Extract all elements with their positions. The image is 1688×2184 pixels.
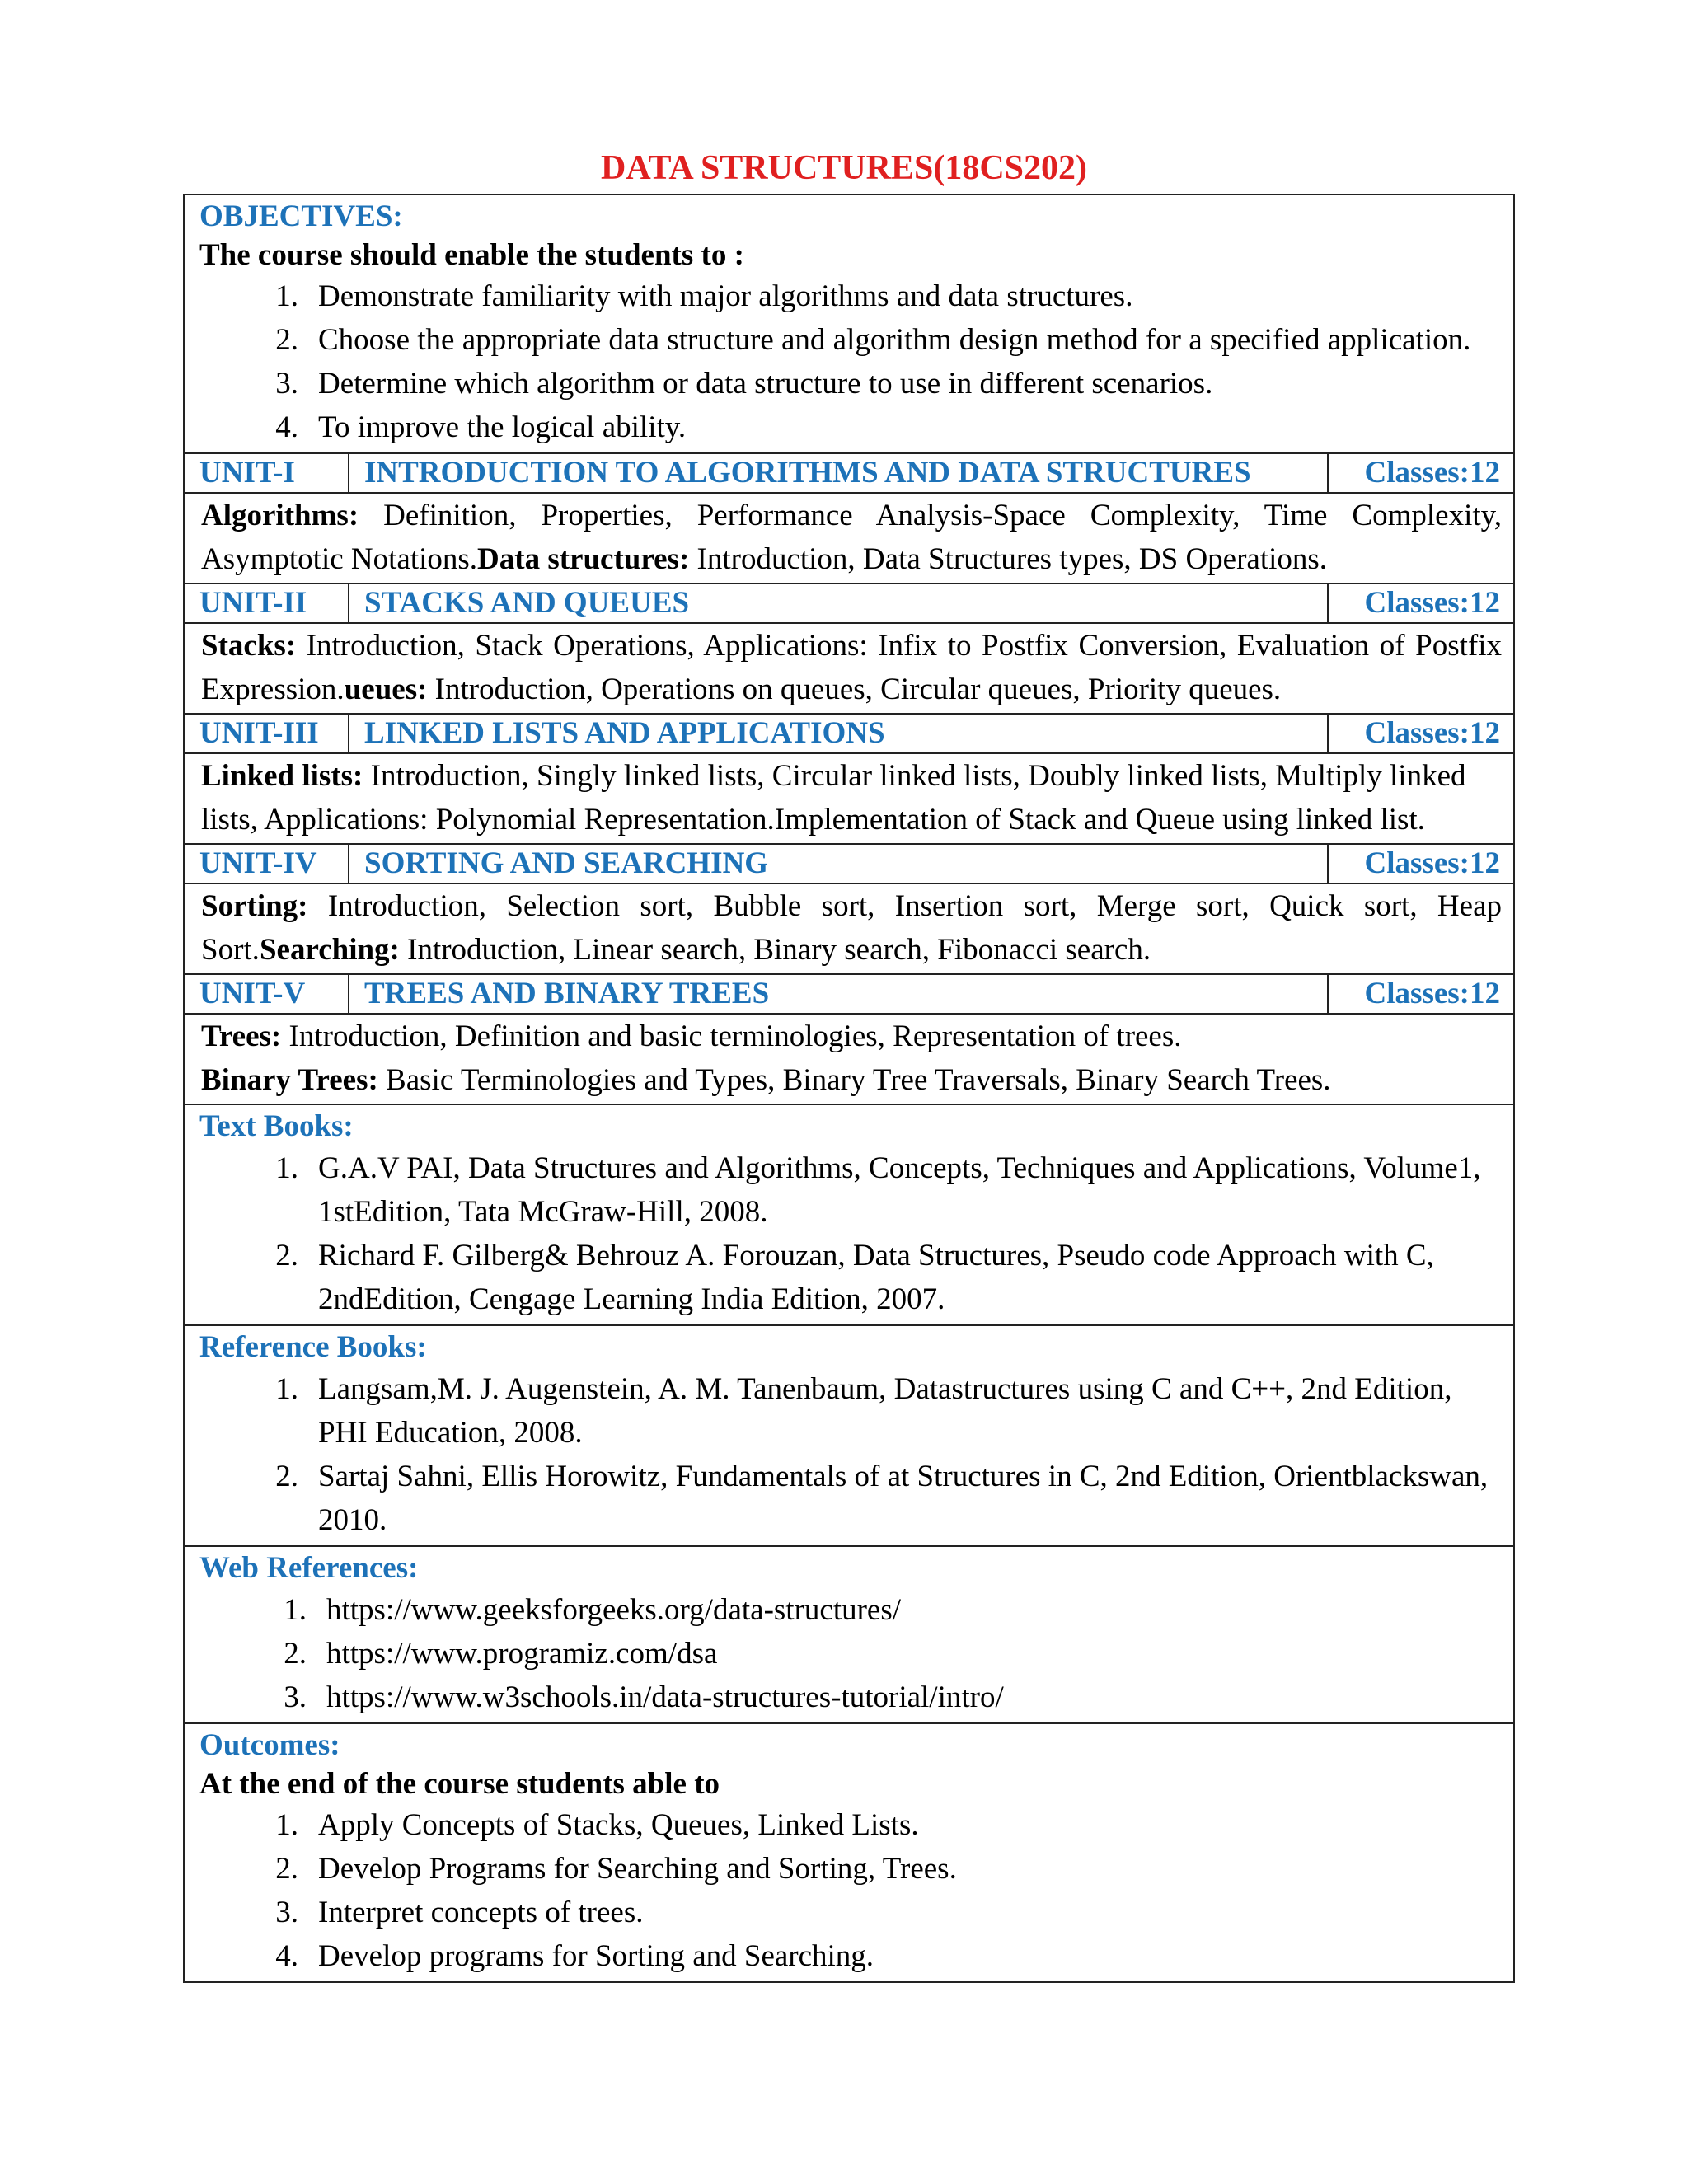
list-item: 4. To improve the logical ability.: [275, 410, 687, 444]
text-books-heading: Text Books:: [199, 1109, 354, 1143]
web-link: https://www.geeksforgeeks.org/data-structures/: [326, 1593, 902, 1627]
unit-header-2: [185, 584, 1513, 624]
unit-title: LINKED LISTS AND APPLICATIONS: [349, 715, 1329, 752]
unit-label: UNIT-II: [185, 584, 349, 622]
unit-label: UNIT-IV: [185, 845, 349, 883]
web-references-list: [199, 1588, 1502, 1719]
list-item: 1. Langsam,M. J. Augenstein, A. M. Tanenbaum, Datastructures using C and C++, 2nd Edition, PHI Education, 2008.: [275, 1372, 1452, 1450]
objectives-list: [199, 274, 1502, 449]
list-item[interactable]: 3. https://www.w3schools.in/data-structures-tutorial/intro/: [199, 1675, 1502, 1719]
unit-title: INTRODUCTION TO ALGORITHMS AND DATA STRUCTURES: [349, 454, 1329, 492]
list-item: 2. Richard F. Gilberg& Behrouz A. Forouzan, Data Structures, Pseudo code Approach with C, 2ndEdition, Cengage Learning India Edition, 2007.: [275, 1239, 1434, 1316]
unit-header-3: [185, 715, 1513, 754]
list-item: 2. Choose the appropriate data structure and algorithm design method for a specified application.: [275, 323, 1471, 357]
web-references-section: [185, 1547, 1513, 1724]
unit-classes: Classes:12: [1364, 977, 1500, 1010]
syllabus-table: [183, 194, 1515, 1983]
list-item: 2. Develop Programs for Searching and Sorting, Trees.: [275, 1852, 957, 1886]
unit-classes: Classes:12: [1364, 586, 1500, 620]
list-item[interactable]: 2. https://www.programiz.com/dsa: [199, 1632, 1502, 1675]
web-link: https://www.w3schools.in/data-structures-tutorial/intro/: [326, 1680, 1004, 1714]
list-item: 1. Apply Concepts of Stacks, Queues, Linked Lists.: [275, 1808, 919, 1842]
unit-content-5: Trees: Introduction, Definition and basic terminologies, Representation of trees. Binary Trees: Basic Terminologies and Types, Binary Tree Traversals, Binary Search Trees.: [185, 1015, 1513, 1105]
outcomes-section: [185, 1724, 1513, 1981]
page-title: DATA STRUCTURES(18CS202): [600, 149, 1088, 187]
web-link: https://www.programiz.com/dsa: [326, 1637, 718, 1671]
list-item: 3. Interpret concepts of trees.: [275, 1896, 644, 1929]
list-item: 1. Demonstrate familiarity with major algorithms and data structures.: [275, 279, 1133, 313]
unit-header-5: [185, 975, 1513, 1015]
text-books-list: [199, 1146, 1502, 1321]
objectives-section: [185, 195, 1513, 454]
reference-books-list: [199, 1367, 1502, 1542]
unit-content-1: Algorithms: Definition, Properties, Performance Analysis-Space Complexity, Time Complexity, Asymptotic Notations.Data structures: Introduction, Data Structures types, DS Operations.: [185, 494, 1513, 584]
outcomes-lead: At the end of the course students able to: [199, 1767, 720, 1801]
unit-title: SORTING AND SEARCHING: [349, 845, 1329, 883]
unit-classes: Classes:12: [1364, 846, 1500, 880]
unit-content-3: Linked lists: Introduction, Singly linked lists, Circular linked lists, Doubly linked lists, Multiply linked lists, Applications: Polynomial Representation.Implementation of Stack and Queue using linked list.: [185, 754, 1513, 845]
objectives-heading: OBJECTIVES:: [199, 199, 403, 233]
unit-label: UNIT-I: [185, 454, 349, 492]
reference-books-heading: Reference Books:: [199, 1330, 427, 1364]
text-books-section: [185, 1105, 1513, 1326]
list-item[interactable]: 1. https://www.geeksforgeeks.org/data-structures/: [199, 1588, 1502, 1632]
unit-content-2: Stacks: Introduction, Stack Operations, Applications: Infix to Postfix Conversion, Evaluation of Postfix Expression.ueues: Introduction, Operations on queues, Circular queues, Priority queues.: [185, 624, 1513, 715]
outcomes-list: [199, 1803, 1502, 1978]
unit-title: STACKS AND QUEUES: [349, 584, 1329, 622]
outcomes-heading: Outcomes:: [199, 1728, 340, 1762]
objectives-lead: The course should enable the students to :: [199, 238, 744, 272]
unit-header-4: [185, 845, 1513, 884]
unit-content-4: Sorting: Introduction, Selection sort, Bubble sort, Insertion sort, Merge sort, Quick sort, Heap Sort.Searching: Introduction, Linear search, Binary search, Fibonacci search.: [185, 884, 1513, 975]
list-item: 2. Sartaj Sahni, Ellis Horowitz, Fundamentals of at Structures in C, 2nd Edition, Orientblackswan, 2010.: [275, 1460, 1489, 1537]
unit-header-1: [185, 454, 1513, 494]
list-item: 3. Determine which algorithm or data structure to use in different scenarios.: [275, 367, 1213, 401]
unit-title: TREES AND BINARY TREES: [349, 975, 1329, 1013]
unit-classes: Classes:12: [1364, 716, 1500, 750]
web-references-heading: Web References:: [199, 1551, 419, 1585]
unit-classes: Classes:12: [1364, 456, 1500, 490]
reference-books-section: [185, 1326, 1513, 1547]
unit-label: UNIT-III: [185, 715, 349, 752]
list-item: 1. G.A.V PAI, Data Structures and Algorithms, Concepts, Techniques and Applications, Volume1, 1stEdition, Tata McGraw-Hill, 2008.: [275, 1151, 1481, 1229]
list-item: 4. Develop programs for Sorting and Searching.: [275, 1939, 874, 1973]
unit-label: UNIT-V: [185, 975, 349, 1013]
